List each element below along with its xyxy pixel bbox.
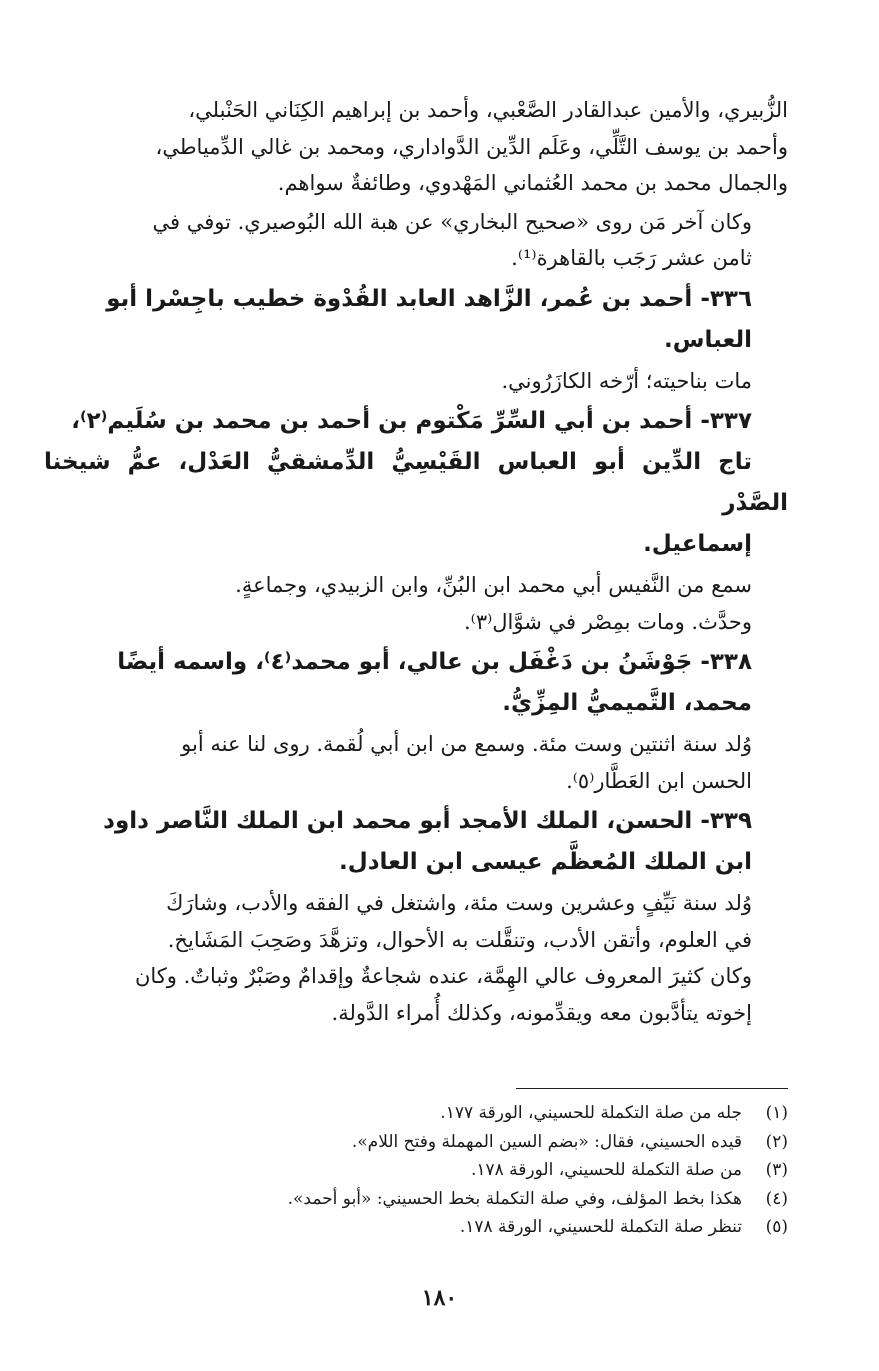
paragraph-last-narrator bbox=[44, 204, 788, 277]
text-line: وُلد سنة نَيِّفٍ وعشرين وست مئة، واشتغل في الفقه والأدب، وشارَكَ bbox=[166, 891, 752, 915]
entry-text-339 bbox=[44, 885, 788, 1031]
page-number: ١٨٠ bbox=[421, 1285, 458, 1311]
text-line: وحدَّث. ومات بمِصْر في شوَّال⁽٣⁾. bbox=[464, 609, 752, 634]
text-line: ثامن عشر رَجَب بالقاهرة⁽¹⁾. bbox=[511, 246, 752, 270]
footnote bbox=[44, 1128, 788, 1157]
heading-line: ٣٣٦- أحمد بن عُمر، الزَّاهد العابد القُدْوة خطيب باجِسْرا أبو bbox=[106, 285, 752, 312]
text-line: وكان آخر مَن روى «صحيح البخاري» عن هبة الله البُوصيري. توفي في bbox=[152, 209, 752, 234]
footnote-number: (٢) bbox=[765, 1131, 788, 1152]
entry-text-338 bbox=[44, 726, 788, 799]
heading-line: محمد، التَّميميُّ المِزِّيُّ. bbox=[502, 690, 752, 716]
text-line: سمع من النَّفيس أبي محمد ابن البُنِّ، وابن الزبيدي، وجماعةٍ. bbox=[235, 573, 752, 597]
text-line: إخوته يتأدَّبون معه ويقدِّمونه، وكذلك أُمراء الدَّولة. bbox=[331, 1000, 752, 1025]
text-line: الزُّبيري، والأمين عبدالقادر الصَّعْبي، وأحمد بن إبراهيم الكِنَاني الحَنْبلي، bbox=[188, 98, 788, 122]
text-line: في العلوم، وأتقن الأدب، وتنقَّلت به الأحوال، وتزهَّدَ وصَحِبَ المَشَايخ. bbox=[167, 927, 752, 952]
heading-line: ٣٣٨- جَوْشَنُ بن دَغْفَل بن عالي، أبو محمد⁽٤⁾، واسمه أيضًا bbox=[117, 649, 752, 675]
entry-heading-336 bbox=[44, 279, 788, 361]
footnote-number: (٥) bbox=[765, 1217, 788, 1238]
heading-line: تاج الدِّين أبو العباس القَيْسِيُّ الدِّمشقيُّ العَدْل، عمُّ شيخنا الصَّدْر bbox=[44, 449, 788, 516]
footnote-divider bbox=[516, 1088, 788, 1089]
footnote-number: (٣) bbox=[765, 1160, 788, 1181]
entry-text-337 bbox=[44, 567, 788, 640]
text-line: الحسن ابن العَطَّار⁽٥⁾. bbox=[566, 768, 752, 793]
footnote-text: تنظر صلة التكملة للحسيني، الورقة ١٧٨. bbox=[459, 1217, 742, 1238]
footnote-text: هكذا بخط المؤلف، وفي صلة التكملة بخط الحسيني: «أبو أحمد». bbox=[287, 1188, 742, 1209]
footnote-text: جله من صلة التكملة للحسيني، الورقة ١٧٧. bbox=[440, 1103, 742, 1123]
footnote-number: (١) bbox=[765, 1103, 788, 1123]
text-line: والجمال محمد بن محمد العُثماني المَهْدوي، وطائفةٌ سواهم. bbox=[277, 171, 788, 195]
footnote bbox=[44, 1099, 788, 1128]
footnote bbox=[44, 1185, 788, 1214]
heading-line: إسماعيل. bbox=[643, 531, 752, 557]
text-line: مات بناحيته؛ أرّخه الكازَرُوني. bbox=[501, 368, 752, 393]
footnotes bbox=[44, 1088, 788, 1242]
heading-line: ابن الملك المُعظَّم عيسى ابن العادل. bbox=[339, 849, 752, 875]
entry-heading-337 bbox=[44, 401, 788, 565]
main-text bbox=[44, 92, 788, 1033]
text-line: وُلد سنة اثنتين وست مئة. وسمع من ابن أبي لُقمة. روى لنا عنه أبو bbox=[181, 732, 752, 756]
entry-text-336 bbox=[44, 363, 788, 400]
heading-line: ٣٣٩- الحسن، الملك الأمجد أبو محمد ابن الملك النَّاصر داود bbox=[103, 808, 752, 834]
footnote bbox=[44, 1156, 788, 1185]
paragraph-scholars-list bbox=[44, 92, 788, 202]
text-line: وأحمد بن يوسف التَّلِّي، وعَلَم الدِّين الدَّواداري، ومحمد بن غالي الدِّمياطي، bbox=[155, 134, 788, 159]
text-line: وكان كثيرَ المعروف عالي الهِمَّة، عنده شجاعةٌ وإقدامٌ وصَبْرٌ وثباتٌ. وكان bbox=[134, 964, 752, 988]
heading-line: العباس. bbox=[663, 326, 752, 353]
footnote bbox=[44, 1213, 788, 1242]
footnote-text: قيده الحسيني، فقال: «بضم السين المهملة وفتح اللام». bbox=[351, 1131, 742, 1152]
footnote-number: (٤) bbox=[765, 1188, 788, 1209]
heading-line: ٣٣٧- أحمد بن أبي السِّرِّ مَكْتوم بن أحمد بن محمد بن سُلَيم⁽٢⁾، bbox=[71, 408, 752, 434]
entry-heading-338 bbox=[44, 642, 788, 724]
entry-heading-339 bbox=[44, 801, 788, 883]
footnote-text: من صلة التكملة للحسيني، الورقة ١٧٨. bbox=[470, 1160, 742, 1181]
